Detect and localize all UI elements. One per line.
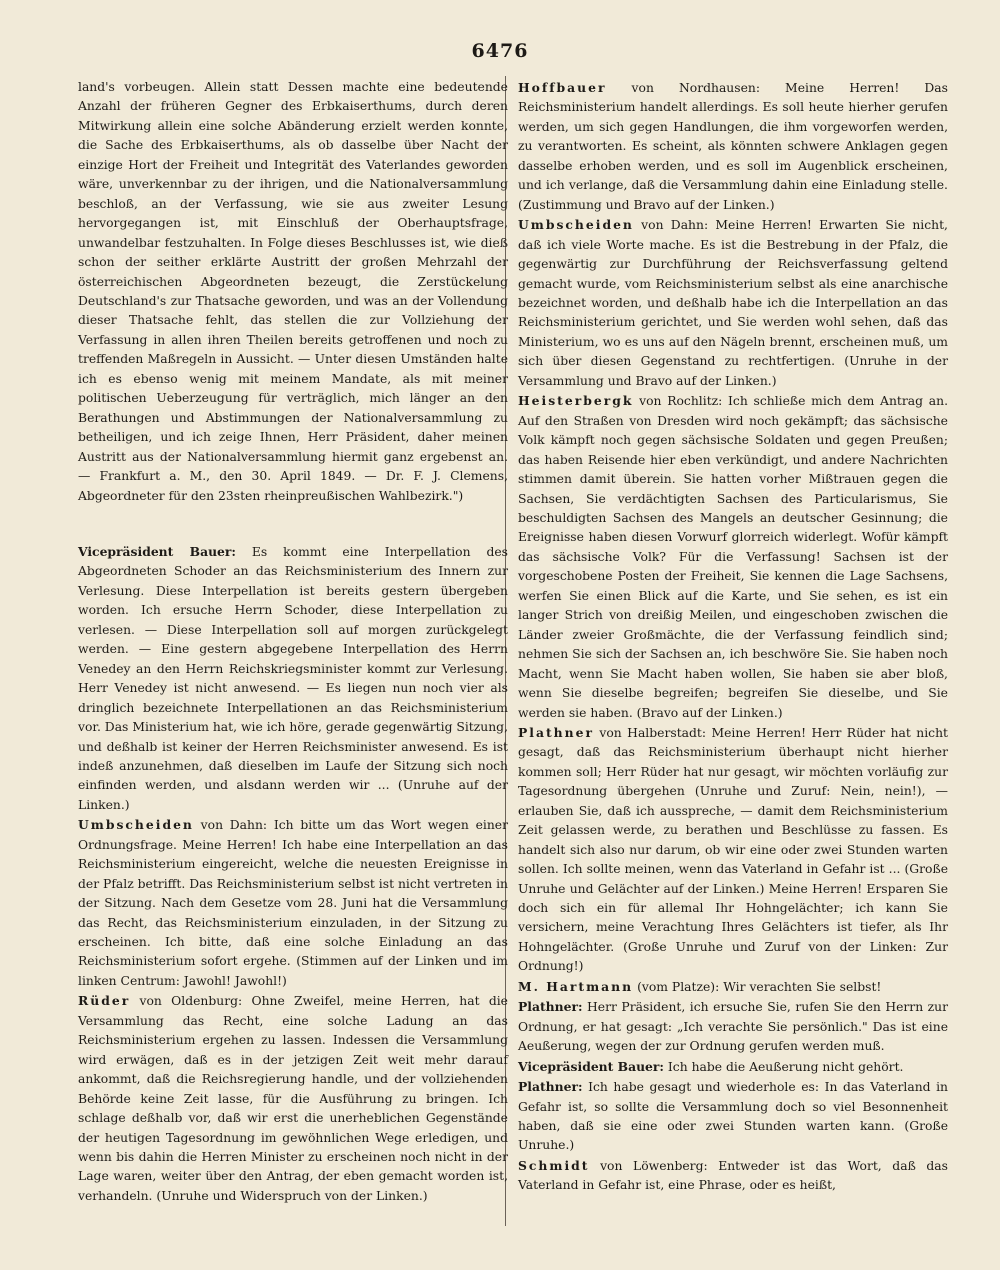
speech-text: von Dahn: Ich bitte um das Wort wegen einer Ordnungsfrage. Meine Herren! Ich habe eine Interpellation an das Reichsministerium eingereicht, welche die neuesten Ereignisse in der Pfalz betrifft. Das Reichsministerium selbst ist nicht vertreten in der Sitzung. Nach dem Gesetze vom 28. Juni hat die Versammlung das Recht, das Reichsministerium einzuladen, in der Sitzung zu erscheinen. Ich bitte, daß eine solche Einladung an das Reichsministerium sofort ergehe. (Stimmen auf der Linken und im linken Centrum: Jawohl! Jawohl!) — [78, 818, 508, 988]
speech-text: von Halberstadt: Meine Herren! Herr Rüder hat nicht gesagt, daß das Reichsministerium überhaupt nicht hierher kommen soll; Herr Rüder hat nur gesagt, wir möchten vorläufig zur Tagesordnung übergehen (Unruhe und Zuruf: Nein, nein!), — erlauben Sie, daß ich ausspreche, — damit dem Reichsministerium Zeit gelassen werde, zu berathen und Beschlüsse zu fassen. Es handelt sich also nur darum, ob wir eine oder zwei Stunden warten sollen. Ich sollte meinen, wenn das Vaterland in Gefahr ist ... (Große Unruhe und Gelächter auf der Linken.) Meine Herren! Ersparen Sie doch sich ein für allemal Ihr Hohngelächter; ich kann Sie versichern, meine Verachtung Ihres Gelächters ist tiefer, als Ihr Hohngelächter. (Große Unruhe und Zuruf von der Linken: Zur Ordnung!) — [518, 725, 948, 974]
speech-text: von Oldenburg: Ohne Zweifel, meine Herren, hat die Versammlung das Recht, eine solche Ladung an das Reichsministerium ergehen zu lassen. Indessen die Versammlung wird erwägen, daß es in der jetzigen Zeit weit mehr darauf ankommt, daß die Reichsregierung handle, und der vollziehenden Behörde keine Zeit lasse, für die Ausführung zu bringen. Ich schlage deßhalb vor, daß wir erst die unerheblichen Gegenstände der heutigen Tagesordnung im gewöhnlichen Wege erledigen, und wenn bis dahin die Herren Minister zu erscheinen noch nicht in der Lage waren, weiter über den Antrag, der eben gemacht worden ist, verhandeln. (Unruhe und Widerspruch von der Linken.) — [78, 994, 508, 1203]
speech-paragraph — [78, 542, 508, 815]
page-number: 6476 — [471, 40, 529, 62]
speaker-name: Plathner: — [518, 999, 583, 1015]
speech-text: von Löwenberg: Entweder ist das Wort, daß das Vaterland in Gefahr ist, eine Phrase, oder es heißt, — [518, 1158, 948, 1193]
left-column — [78, 78, 508, 1206]
speaker-name: M. Hartmann — [518, 978, 634, 994]
right-column — [518, 78, 948, 1196]
speech-text: von Dahn: Meine Herren! Erwarten Sie nicht, daß ich viele Worte mache. Es ist die Bestrebung in der Pfalz, die gegenwärtig zur Durchführung der Reichsverfassung geltend gemacht wurde, vom Reichsministerium selbst als eine anarchische bezeichnet worden, und deßhalb habe ich die Interpellation an das Reichsministerium gerichtet, und Sie werden wohl sehen, daß das Ministerium, wo es uns auf den Nägeln brennt, erscheinen muß, um sich über diesen Gegenstand zu rechtfertigen. (Unruhe in der Versammlung und Bravo auf der Linken.) — [518, 218, 948, 388]
speaker-name: Vicepräsident Bauer: — [518, 1058, 664, 1074]
speech-paragraph — [518, 1077, 948, 1156]
speaker-name: Schmidt — [518, 1157, 590, 1173]
speaker-name: Umbscheiden — [518, 217, 634, 233]
speech-text: Ich habe die Aeußerung nicht gehört. — [667, 1059, 904, 1074]
speech-paragraph — [78, 991, 508, 1206]
speech-text: land's vorbeugen. Allein statt Dessen machte eine bedeutende Anzahl der früheren Gegner des Erbkaiserthums, durch deren Mitwirkung allein eine solche Abänderung erzielt werden konnte, die Sache des Erbkaiserthums, als ob dasselbe über Nacht der einzige Hort der Freiheit und Integrität des Vaterlandes geworden wäre, unverkennbar zu der ihrigen, und die Nationalversammlung beschloß, an der Verfassung, wie sie aus zweiter Lesung hervorgegangen ist, mit Einschluß der Oberhauptsfrage, unwandelbar festzuhalten. In Folge dieses Beschlusses ist, wie dieß schon der seither erklärte Austritt der großen Mehrzahl der österreichischen Abgeordneten bezeugt, die Zerstückelung Deutschland's zur Thatsache geworden, und was an der Vollendung dieser Thatsache fehlt, das stellen die zur Vollziehung der Verfassung in allen ihren Theilen bereits getroffenen und noch zu treffenden Maßregeln in Aussicht. — Unter diesen Umständen halte ich es ebenso wenig mit meinem Mandate, als mit meiner politischen Ueberzeugung für verträglich, mich länger an den Berathungen und Abstimmungen der Nationalversammlung zu betheiligen, und ich zeige Ihnen, Herr Präsident, daher meinen Austritt aus der Nationalversammlung hiermit ganz ergebenst an. — Frankfurt a. M., den 30. April 1849. — Dr. F. J. Clemens, Abgeordneter für den 23sten rheinpreußischen Wahlbezirk.") — [78, 80, 508, 503]
speech-paragraph — [518, 78, 948, 215]
section-gap — [78, 506, 508, 542]
speech-paragraph — [78, 815, 508, 991]
speech-paragraph — [78, 78, 508, 506]
speech-paragraph — [518, 723, 948, 977]
speech-text: Ich habe gesagt und wiederhole es: In das Vaterland in Gefahr ist, so sollte die Versammlung doch so viel Besonnenheit haben, daß sie eine oder zwei Stunden warten kann. (Große Unruhe.) — [518, 1080, 948, 1153]
speaker-name: Plathner: — [518, 1079, 583, 1095]
speech-text: Es kommt eine Interpellation des Abgeordneten Schoder an das Reichsministerium des Innern zur Verlesung. Diese Interpellation ist bereits gestern übergeben worden. Ich ersuche Herrn Schoder, diese Interpellation zu verlesen. — Diese Interpellation soll auf morgen zurückgelegt werden. — Eine gestern abgegebene Interpellation des Herrn Venedey an den Herrn Reichskriegsminister kommt zur Verlesung. Herr Venedey ist nicht anwesend. — Es liegen nun noch vier als dringlich bezeichnete Interpellationen an das Reichsministerium vor. Das Ministerium hat, wie ich höre, gerade gegenwärtig Sitzung, und deßhalb ist keiner der Herren Reichsminister anwesend. Es ist indeß anzunehmen, daß dieselben im Laufe der Sitzung sich noch einfinden werden, und alsdann werden wir ... (Unruhe auf der Linken.) — [78, 544, 508, 812]
speech-paragraph — [518, 997, 948, 1056]
speaker-name: Hoffbauer — [518, 80, 607, 95]
speaker-name: Vicepräsident Bauer: — [78, 543, 236, 559]
speech-text: (vom Platze): Wir verachten Sie selbst! — [637, 979, 882, 994]
speech-paragraph — [518, 215, 948, 391]
speaker-name: Heisterbergk — [518, 393, 634, 409]
speech-paragraph — [518, 977, 948, 997]
speech-text: von Nordhausen: Meine Herren! Das Reichsministerium handelt allerdings. Es soll heute hierher gerufen werden, um sich gegen Handlungen, die ihm vorgeworfen werden, zu verantworten. Es scheint, als könnten schwere Anklagen gegen dasselbe erhoben werden, und es soll im Augenblick erscheinen, und ich verlange, daß die Versammlung dahin eine Einladung stelle. (Zustimmung und Bravo auf der Linken.) — [518, 81, 948, 212]
speech-text: von Rochlitz: Ich schließe mich dem Antrag an. Auf den Straßen von Dresden wird noch gekämpft; das sächsische Volk kämpft noch gegen sächsische Soldaten und gegen Preußen; das haben Reisende hier eben verkündigt, und andere Nachrichten stimmen damit überein. Sie hatten vorher Mißtrauen gegen die Sachsen, Sie verdächtigten Sachsen des Particularismus, Sie beschuldigten Sachsen des Mangels an deutscher Gesinnung; die Ereignisse haben diesen Vorwurf glorreich widerlegt. Wofür kämpft das sächsische Volk? Für die Verfassung! Sachsen ist der vorgeschobene Posten der Freiheit, Sie kennen die Lage Sachsens, werfen Sie einen Blick auf die Karte, und Sie sehen, es ist ein langer Strich von dreißig Meilen, und eingeschoben zwischen die Länder zweier Großmächte, die der Verfassung feindlich sind; nehmen Sie sich der Sachsen an, ich beschwöre Sie. Sie haben noch Macht, wenn Sie Macht haben wollen, Sie haben sie aber bloß, wenn Sie dieselbe begreifen; begreifen Sie dieselbe, und Sie werden sie haben. (Bravo auf der Linken.) — [518, 394, 948, 720]
speaker-name: Umbscheiden — [78, 817, 194, 833]
speech-paragraph — [518, 1156, 948, 1196]
speech-paragraph — [518, 391, 948, 723]
speaker-name: Plathner — [518, 724, 594, 740]
speech-paragraph — [518, 1057, 948, 1077]
speaker-name: Rüder — [78, 993, 131, 1009]
speech-text: Herr Präsident, ich ersuche Sie, rufen Sie den Herrn zur Ordnung, er hat gesagt: „Ich verachte Sie persönlich." Das ist eine Aeußerung, wegen der zur Ordnung gerufen werden muß. — [518, 1000, 948, 1054]
